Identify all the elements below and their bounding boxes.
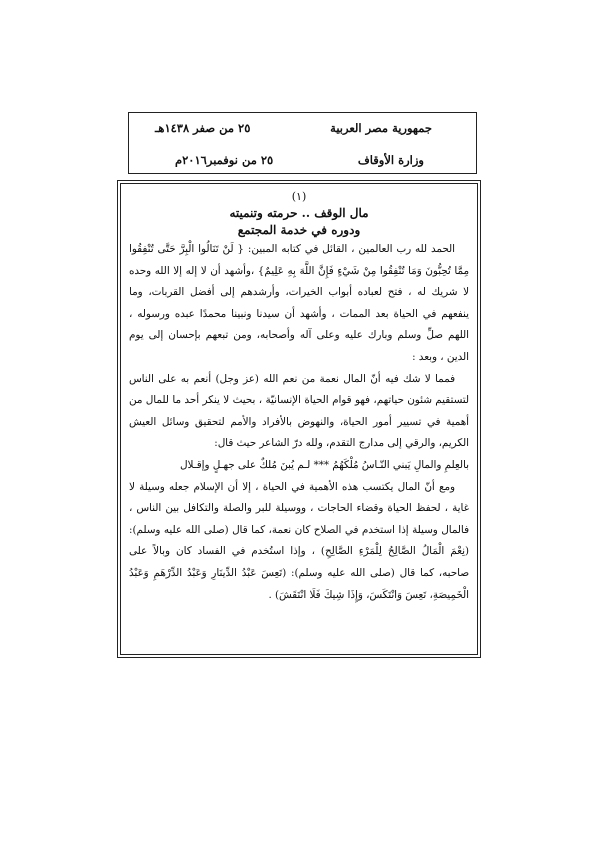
gregorian-date: ٢٥ من نوفمبر٢٠١٦م (175, 153, 274, 167)
header-box (128, 112, 477, 174)
hijri-date: ٢٥ من صفر ١٤٣٨هـ (155, 121, 251, 135)
article-title: مال الوقف .. حرمته وتنميته (229, 206, 369, 220)
country-name: جمهورية مصر العربية (330, 121, 432, 135)
ministry-name: وزارة الأوقاف (357, 153, 424, 167)
article-content (120, 183, 478, 655)
paragraph-means: ومع أنّ المال يكتسب هذه الأهمية في الحياة ، إلا أن الإسلام جعله وسيلة لا غاية ، لحفظ الحياة وقضاء الحاجات ، ووسيلة للبر والصلة والتكافل بين الناس ، فالمال وسيلة إذا استخدم في الصلاح كان نعمة، كما قال (صلى الله عليه وسلم): (نِعْمَ الْمَالُ الصَّالِحُ لِلْمَرْءِ الصَّالِحِ) ، وإذا استُخدم في الفساد كان وبالاً على صاحبه، كما قال (صلى الله عليه وسلم): (تَعِسَ عَبْدُ الدِّينَارِ وَعَبْدُ الدِّرْهَمِ وَعَبْدُ الْخَمِيصَةِ، تَعِسَ وَانْتَكَسَ، وَإِذَا شِيكَ فَلَا انْتَقَشَ) . (129, 480, 469, 601)
paragraph-wealth: فمما لا شك فيه أنّ المال نعمة من نعم الله (عز وجل) أنعم به على الناس لتستقيم شئون حياتهم، فهو قوام الحياة الإنسانيّة ، بحيث لا ينكر أحد ما للمال من أهمية في تسيير أمور الحياة، والنهوض بالأفراد والأمم لتحقيق وسائل العيش الكريم، والرقي إلى مدارج التقدم، ولله درّ الشاعر حيث قال: (129, 372, 469, 450)
article-subtitle: ودوره في خدمة المجتمع (237, 223, 361, 237)
paragraph-intro: الحمد لله رب العالمين ، القائل في كتابه المبين: { لَنْ تَنَالُوا الْبِرَّ حَتَّى تُنْفِقُوا مِمَّا تُحِبُّونَ وَمَا تُنْفِقُوا مِنْ شَيْءٍ فَإِنَّ اللَّهَ بِهِ عَلِيمٌ} ،وأشهد أن لا إله إلا الله وحده لا شريك له ، فتح لعباده أبواب الخيرات، وأرشدهم إلى أفضل القربات، وما ينفعهم في الحياة بعد الممات ، وأشهد أن سيدنا ونبينا محمدًا عبده ورسوله ، اللهم صلِّ وسلم وبارك عليه وعلى آله وأصحابه، ومن تبعهم بإحسان إلى يوم الدين ، وبعد : (129, 243, 469, 363)
article-frame (117, 180, 481, 658)
poetry-verse: بالعِلمِ والمالِ يَبني النّـاسُ مُلْكَهُمُ *** لـم يُبنَ مُلكٌ على جهـلٍ وإقـلال (180, 458, 469, 471)
article-number: (١) (291, 190, 307, 203)
